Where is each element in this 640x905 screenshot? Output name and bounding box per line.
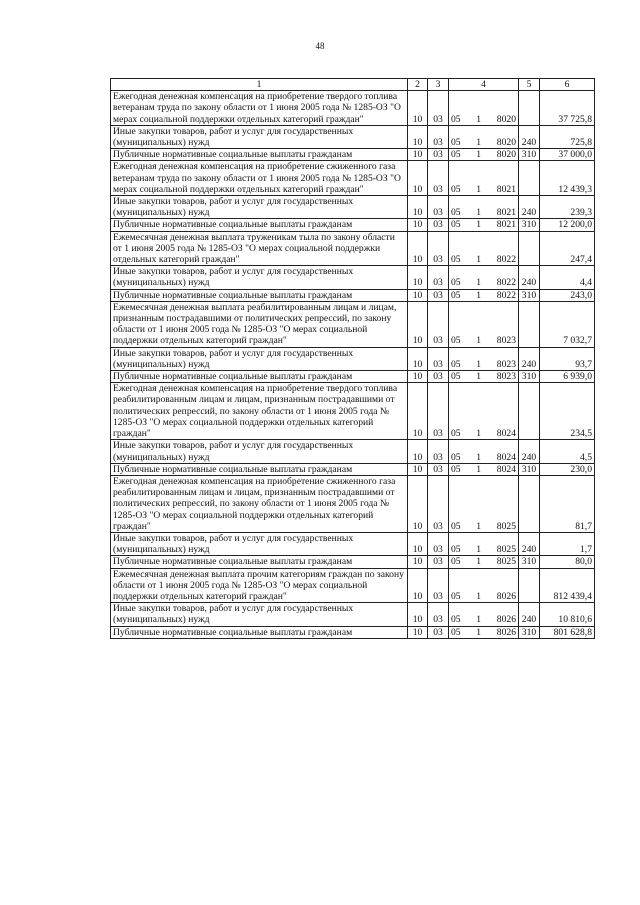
row-csr-part: 1 — [476, 335, 482, 347]
row-name: Иные закупки товаров, работ и услуг для государственных (муниципальных) нужд — [111, 440, 408, 463]
row-csr-part: 05 — [451, 358, 461, 370]
row-vr: 310 — [519, 371, 540, 383]
row-sum: 4,4 — [540, 266, 595, 289]
row-csr — [449, 125, 519, 148]
row-csr-part: 8026 — [496, 626, 516, 638]
table-row — [111, 347, 595, 370]
row-name: Ежегодная денежная компенсация на приобретение твердого топлива реабилитированным лицам и лицам, признанным пострадавшими от политических репрессий, по закону области от 1 июня 2005 года № 1285-ОЗ "О мерах социальной поддержки отдельных категорий граждан" — [111, 383, 408, 440]
row-csr-part: 1 — [476, 556, 482, 568]
header-row — [111, 79, 595, 91]
row-rz: 10 — [408, 266, 428, 289]
row-csr-part: 8021 — [496, 219, 516, 231]
row-sum: 93,7 — [540, 347, 595, 370]
table-row — [111, 440, 595, 463]
row-pr: 03 — [428, 440, 449, 463]
row-csr — [449, 161, 519, 196]
row-csr — [449, 289, 519, 301]
table-row — [111, 125, 595, 148]
header-col-1: 1 — [111, 79, 408, 91]
row-csr — [449, 440, 519, 463]
row-csr-part: 1 — [476, 520, 482, 532]
row-pr: 03 — [428, 91, 449, 126]
row-csr — [449, 568, 519, 603]
table-row — [111, 532, 595, 555]
row-rz: 10 — [408, 301, 428, 347]
budget-table — [110, 78, 595, 639]
row-vr: 310 — [519, 289, 540, 301]
row-pr: 03 — [428, 463, 449, 475]
row-csr-part: 05 — [451, 277, 461, 289]
row-csr-part: 8025 — [496, 544, 516, 556]
row-rz: 10 — [408, 371, 428, 383]
row-rz: 10 — [408, 475, 428, 532]
row-vr — [519, 301, 540, 347]
row-csr-part: 05 — [451, 544, 461, 556]
row-pr: 03 — [428, 568, 449, 603]
row-csr-part: 8022 — [496, 254, 516, 266]
row-sum: 81,7 — [540, 475, 595, 532]
table-row — [111, 289, 595, 301]
row-vr: 240 — [519, 347, 540, 370]
row-vr: 310 — [519, 556, 540, 568]
row-vr: 310 — [519, 219, 540, 231]
row-pr: 03 — [428, 301, 449, 347]
row-csr-part: 8021 — [496, 183, 516, 195]
page-number: 48 — [315, 41, 325, 51]
row-name: Ежегодная денежная компенсация на приобретение сжиженного газа ветеранам труда по закону области от 1 июня 2005 года № 1285-ОЗ "О мерах социальной поддержки отдельных категорий граждан" — [111, 161, 408, 196]
row-pr: 03 — [428, 347, 449, 370]
table-row — [111, 196, 595, 219]
row-rz: 10 — [408, 568, 428, 603]
table-row — [111, 371, 595, 383]
row-csr-part: 1 — [476, 219, 482, 231]
row-name: Иные закупки товаров, работ и услуг для государственных (муниципальных) нужд — [111, 347, 408, 370]
row-name: Публичные нормативные социальные выплаты гражданам — [111, 149, 408, 161]
table-row — [111, 626, 595, 638]
row-rz: 10 — [408, 231, 428, 266]
row-vr: 240 — [519, 440, 540, 463]
row-name: Иные закупки товаров, работ и услуг для государственных (муниципальных) нужд — [111, 125, 408, 148]
row-pr: 03 — [428, 626, 449, 638]
table-row — [111, 301, 595, 347]
row-sum: 37 000,0 — [540, 149, 595, 161]
row-pr: 03 — [428, 532, 449, 555]
row-pr: 03 — [428, 603, 449, 626]
row-sum: 80,0 — [540, 556, 595, 568]
row-vr: 240 — [519, 125, 540, 148]
row-name: Публичные нормативные социальные выплаты гражданам — [111, 289, 408, 301]
row-csr-part: 8021 — [496, 207, 516, 219]
row-csr — [449, 556, 519, 568]
row-csr-part: 8023 — [496, 335, 516, 347]
row-csr-part: 8024 — [496, 428, 516, 440]
row-pr: 03 — [428, 231, 449, 266]
row-vr — [519, 91, 540, 126]
table-row — [111, 603, 595, 626]
row-csr-part: 05 — [451, 219, 461, 231]
row-csr-part: 8022 — [496, 289, 516, 301]
row-csr-part: 05 — [451, 137, 461, 149]
row-csr — [449, 149, 519, 161]
row-csr-part: 1 — [476, 358, 482, 370]
row-name: Ежемесячная денежная выплата труженикам тыла по закону области от 1 июня 2005 года № 1285-ОЗ "О мерах социальной поддержки отдельных категорий граждан" — [111, 231, 408, 266]
row-sum: 7 032,7 — [540, 301, 595, 347]
row-csr-part: 05 — [451, 335, 461, 347]
row-csr — [449, 371, 519, 383]
row-name: Публичные нормативные социальные выплаты гражданам — [111, 371, 408, 383]
row-csr-part: 05 — [451, 590, 461, 602]
row-csr — [449, 463, 519, 475]
row-csr-part: 05 — [451, 113, 461, 125]
row-csr — [449, 347, 519, 370]
row-name: Ежегодная денежная компенсация на приобретение сжиженного газа реабилитированным лицам и лицам, признанным пострадавшими от политических репрессий, по закону области от 1 июня 2005 года № 1285-ОЗ "О мерах социальной поддержки отдельных категорий граждан" — [111, 475, 408, 532]
row-name: Публичные нормативные социальные выплаты гражданам — [111, 463, 408, 475]
table-row — [111, 266, 595, 289]
row-csr-part: 05 — [451, 451, 461, 463]
row-csr-part: 8024 — [496, 451, 516, 463]
row-pr: 03 — [428, 219, 449, 231]
table-row — [111, 91, 595, 126]
row-sum: 37 725,8 — [540, 91, 595, 126]
row-vr — [519, 383, 540, 440]
row-sum: 243,0 — [540, 289, 595, 301]
row-name: Иные закупки товаров, работ и услуг для государственных (муниципальных) нужд — [111, 532, 408, 555]
table-row — [111, 383, 595, 440]
row-rz: 10 — [408, 149, 428, 161]
table-row — [111, 568, 595, 603]
row-csr-part: 05 — [451, 556, 461, 568]
row-csr-part: 05 — [451, 254, 461, 266]
row-name: Ежемесячная денежная выплата реабилитированным лицам и лицам, признанным пострадавшими от политических репрессий, по закону области от 1 июня 2005 года № 1285-ОЗ "О мерах социальной поддержки отдельных категорий граждан" — [111, 301, 408, 347]
row-sum: 247,4 — [540, 231, 595, 266]
row-rz: 10 — [408, 125, 428, 148]
row-csr-part: 8022 — [496, 277, 516, 289]
row-pr: 03 — [428, 125, 449, 148]
row-csr-part: 1 — [476, 544, 482, 556]
row-vr: 240 — [519, 532, 540, 555]
row-csr-part: 8020 — [496, 137, 516, 149]
row-csr-part: 05 — [451, 183, 461, 195]
row-csr-part: 05 — [451, 520, 461, 532]
row-csr-part: 8023 — [496, 371, 516, 383]
row-csr — [449, 219, 519, 231]
row-sum: 12 439,3 — [540, 161, 595, 196]
row-sum: 725,8 — [540, 125, 595, 148]
row-csr-part: 1 — [476, 451, 482, 463]
table-row — [111, 475, 595, 532]
row-sum: 230,0 — [540, 463, 595, 475]
row-vr: 310 — [519, 463, 540, 475]
row-sum: 1,7 — [540, 532, 595, 555]
row-csr-part: 8025 — [496, 556, 516, 568]
row-csr-part: 05 — [451, 614, 461, 626]
row-vr: 240 — [519, 603, 540, 626]
row-name: Иные закупки товаров, работ и услуг для государственных (муниципальных) нужд — [111, 266, 408, 289]
row-csr-part: 8020 — [496, 113, 516, 125]
row-csr-part: 1 — [476, 254, 482, 266]
row-csr-part: 1 — [476, 371, 482, 383]
row-rz: 10 — [408, 347, 428, 370]
row-csr-part: 1 — [476, 463, 482, 475]
row-csr — [449, 626, 519, 638]
row-sum: 10 810,6 — [540, 603, 595, 626]
row-csr-part: 05 — [451, 207, 461, 219]
row-csr — [449, 603, 519, 626]
row-rz: 10 — [408, 289, 428, 301]
row-rz: 10 — [408, 532, 428, 555]
row-sum: 4,5 — [540, 440, 595, 463]
header-col-4: 4 — [449, 79, 519, 91]
row-pr: 03 — [428, 383, 449, 440]
table-row — [111, 463, 595, 475]
row-csr-part: 1 — [476, 277, 482, 289]
header-col-6: 6 — [540, 79, 595, 91]
row-sum: 812 439,4 — [540, 568, 595, 603]
row-csr — [449, 532, 519, 555]
row-name: Ежемесячная денежная выплата прочим категориям граждан по закону области от 1 июня 2005 года № 1285-ОЗ "О мерах социальной поддержки отдельных категорий граждан" — [111, 568, 408, 603]
row-csr-part: 1 — [476, 590, 482, 602]
row-csr-part: 1 — [476, 207, 482, 219]
row-csr-part: 05 — [451, 289, 461, 301]
row-vr: 240 — [519, 196, 540, 219]
header-col-2: 2 — [408, 79, 428, 91]
header-col-5: 5 — [519, 79, 540, 91]
row-csr — [449, 475, 519, 532]
table-row — [111, 219, 595, 231]
row-csr-part: 1 — [476, 137, 482, 149]
row-pr: 03 — [428, 289, 449, 301]
row-vr — [519, 161, 540, 196]
row-sum: 239,3 — [540, 196, 595, 219]
row-name: Публичные нормативные социальные выплаты гражданам — [111, 219, 408, 231]
row-csr-part: 8026 — [496, 614, 516, 626]
row-csr-part: 1 — [476, 183, 482, 195]
row-pr: 03 — [428, 196, 449, 219]
table-row — [111, 161, 595, 196]
row-csr-part: 05 — [451, 428, 461, 440]
row-pr: 03 — [428, 161, 449, 196]
row-name: Публичные нормативные социальные выплаты гражданам — [111, 556, 408, 568]
row-rz: 10 — [408, 463, 428, 475]
row-rz: 10 — [408, 219, 428, 231]
row-vr: 240 — [519, 266, 540, 289]
row-csr-part: 05 — [451, 149, 461, 161]
row-csr-part: 05 — [451, 371, 461, 383]
row-csr-part: 1 — [476, 428, 482, 440]
row-csr-part: 8020 — [496, 149, 516, 161]
row-csr — [449, 231, 519, 266]
row-vr — [519, 231, 540, 266]
row-csr — [449, 91, 519, 126]
row-csr-part: 1 — [476, 614, 482, 626]
row-csr-part: 8026 — [496, 590, 516, 602]
row-pr: 03 — [428, 371, 449, 383]
row-csr-part: 1 — [476, 289, 482, 301]
row-csr-part: 05 — [451, 463, 461, 475]
row-sum: 12 200,0 — [540, 219, 595, 231]
row-vr: 310 — [519, 626, 540, 638]
row-name: Иные закупки товаров, работ и услуг для государственных (муниципальных) нужд — [111, 603, 408, 626]
table-row — [111, 231, 595, 266]
row-pr: 03 — [428, 266, 449, 289]
row-name: Иные закупки товаров, работ и услуг для государственных (муниципальных) нужд — [111, 196, 408, 219]
row-pr: 03 — [428, 556, 449, 568]
row-name: Ежегодная денежная компенсация на приобретение твердого топлива ветеранам труда по закону области от 1 июня 2005 года № 1285-ОЗ "О мерах социальной поддержки отдельных категорий граждан" — [111, 91, 408, 126]
row-rz: 10 — [408, 440, 428, 463]
row-name: Публичные нормативные социальные выплаты гражданам — [111, 626, 408, 638]
table-row — [111, 556, 595, 568]
row-csr-part: 1 — [476, 149, 482, 161]
row-rz: 10 — [408, 556, 428, 568]
row-csr-part: 05 — [451, 626, 461, 638]
row-rz: 10 — [408, 196, 428, 219]
row-csr-part: 1 — [476, 626, 482, 638]
row-vr — [519, 568, 540, 603]
row-csr-part: 8025 — [496, 520, 516, 532]
row-csr-part: 1 — [476, 113, 482, 125]
table-row — [111, 149, 595, 161]
row-sum: 801 628,8 — [540, 626, 595, 638]
row-csr — [449, 196, 519, 219]
row-csr-part: 8024 — [496, 463, 516, 475]
row-csr — [449, 266, 519, 289]
row-pr: 03 — [428, 475, 449, 532]
row-sum: 6 939,0 — [540, 371, 595, 383]
row-rz: 10 — [408, 161, 428, 196]
row-vr — [519, 475, 540, 532]
row-pr: 03 — [428, 149, 449, 161]
row-csr — [449, 383, 519, 440]
row-csr — [449, 301, 519, 347]
row-rz: 10 — [408, 91, 428, 126]
row-vr: 310 — [519, 149, 540, 161]
row-sum: 234,5 — [540, 383, 595, 440]
row-rz: 10 — [408, 383, 428, 440]
row-rz: 10 — [408, 603, 428, 626]
row-csr-part: 8023 — [496, 358, 516, 370]
header-col-3: 3 — [428, 79, 449, 91]
row-rz: 10 — [408, 626, 428, 638]
